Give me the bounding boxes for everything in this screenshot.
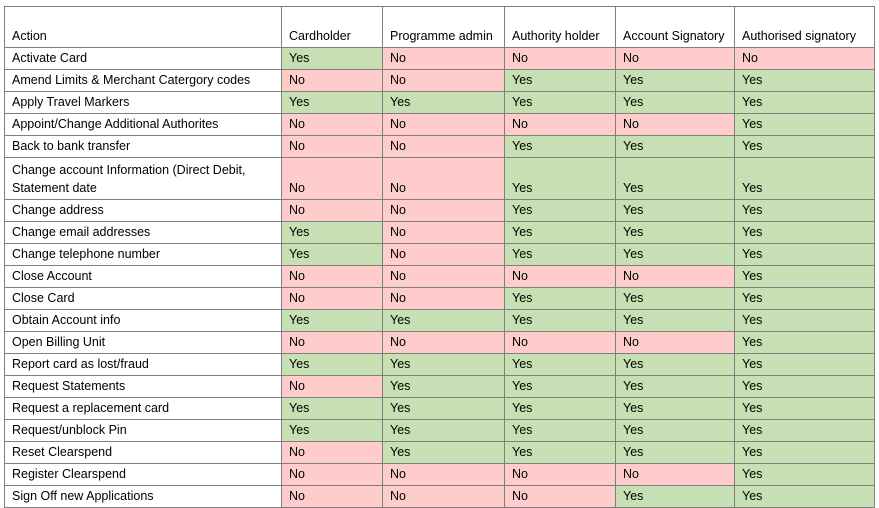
cardholder-permission-cell: No [282,332,383,354]
cardholder-permission-cell: No [282,200,383,222]
programme-admin-permission-cell: Yes [383,310,505,332]
action-cell: Obtain Account info [5,310,282,332]
account-signatory-permission-cell: Yes [616,398,735,420]
account-signatory-permission-cell: Yes [616,70,735,92]
action-cell: Close Account [5,266,282,288]
authorised-signatory-permission-cell: Yes [735,486,875,508]
table-row [5,70,875,92]
account-signatory-permission-cell: No [616,48,735,70]
action-cell: Open Billing Unit [5,332,282,354]
authority-holder-permission-cell: No [505,464,616,486]
account-signatory-permission-cell: No [616,114,735,136]
table-row [5,158,875,200]
table-body [5,48,875,508]
account-signatory-permission-cell: Yes [616,442,735,464]
cardholder-permission-cell: No [282,464,383,486]
authority-holder-permission-cell: Yes [505,288,616,310]
account-signatory-permission-cell: Yes [616,244,735,266]
cardholder-permission-cell: Yes [282,244,383,266]
authority-holder-permission-cell: Yes [505,442,616,464]
programme-admin-permission-cell: No [383,200,505,222]
authorised-signatory-permission-cell: Yes [735,114,875,136]
authorised-signatory-permission-cell: Yes [735,158,875,200]
action-cell: Change address [5,200,282,222]
column-header-action: Action [5,7,282,48]
action-cell: Report card as lost/fraud [5,354,282,376]
permissions-table [4,6,875,508]
programme-admin-permission-cell: Yes [383,442,505,464]
action-cell: Change email addresses [5,222,282,244]
authority-holder-permission-cell: No [505,114,616,136]
account-signatory-permission-cell: Yes [616,92,735,114]
column-header-authorised-signatory: Authorised signatory [735,7,875,48]
action-cell: Change telephone number [5,244,282,266]
account-signatory-permission-cell: Yes [616,200,735,222]
table-row [5,92,875,114]
programme-admin-permission-cell: No [383,158,505,200]
cardholder-permission-cell: Yes [282,48,383,70]
authority-holder-permission-cell: Yes [505,158,616,200]
table-row [5,136,875,158]
cardholder-permission-cell: No [282,158,383,200]
authorised-signatory-permission-cell: Yes [735,266,875,288]
authorised-signatory-permission-cell: Yes [735,200,875,222]
authority-holder-permission-cell: No [505,266,616,288]
authority-holder-permission-cell: No [505,486,616,508]
authorised-signatory-permission-cell: Yes [735,354,875,376]
authority-holder-permission-cell: Yes [505,310,616,332]
authority-holder-permission-cell: Yes [505,200,616,222]
table-row [5,222,875,244]
table-row [5,288,875,310]
table-row [5,114,875,136]
account-signatory-permission-cell: No [616,332,735,354]
action-cell: Change account Information (Direct Debit, Statement date [5,158,282,200]
account-signatory-permission-cell: Yes [616,288,735,310]
column-header-cardholder: Cardholder [282,7,383,48]
cardholder-permission-cell: No [282,486,383,508]
cardholder-permission-cell: No [282,266,383,288]
authority-holder-permission-cell: Yes [505,398,616,420]
authority-holder-permission-cell: Yes [505,222,616,244]
action-cell: Back to bank transfer [5,136,282,158]
programme-admin-permission-cell: No [383,48,505,70]
account-signatory-permission-cell: Yes [616,310,735,332]
authorised-signatory-permission-cell: Yes [735,332,875,354]
cardholder-permission-cell: Yes [282,310,383,332]
authorised-signatory-permission-cell: Yes [735,70,875,92]
authority-holder-permission-cell: Yes [505,70,616,92]
table-row [5,354,875,376]
table-row [5,266,875,288]
programme-admin-permission-cell: Yes [383,398,505,420]
action-cell: Request/unblock Pin [5,420,282,442]
programme-admin-permission-cell: No [383,266,505,288]
table-row [5,310,875,332]
cardholder-permission-cell: No [282,376,383,398]
authorised-signatory-permission-cell: Yes [735,222,875,244]
programme-admin-permission-cell: No [383,486,505,508]
account-signatory-permission-cell: Yes [616,354,735,376]
account-signatory-permission-cell: Yes [616,420,735,442]
permissions-table-container [4,6,875,508]
account-signatory-permission-cell: No [616,266,735,288]
authority-holder-permission-cell: Yes [505,420,616,442]
programme-admin-permission-cell: No [383,288,505,310]
programme-admin-permission-cell: Yes [383,92,505,114]
table-row [5,376,875,398]
action-cell: Register Clearspend [5,464,282,486]
cardholder-permission-cell: No [282,70,383,92]
authorised-signatory-permission-cell: Yes [735,398,875,420]
authorised-signatory-permission-cell: Yes [735,310,875,332]
action-cell: Close Card [5,288,282,310]
authority-holder-permission-cell: Yes [505,354,616,376]
programme-admin-permission-cell: Yes [383,376,505,398]
authorised-signatory-permission-cell: Yes [735,376,875,398]
table-row [5,200,875,222]
programme-admin-permission-cell: No [383,464,505,486]
cardholder-permission-cell: Yes [282,92,383,114]
authorised-signatory-permission-cell: Yes [735,464,875,486]
action-cell: Apply Travel Markers [5,92,282,114]
authority-holder-permission-cell: No [505,48,616,70]
cardholder-permission-cell: Yes [282,354,383,376]
account-signatory-permission-cell: Yes [616,222,735,244]
action-cell: Reset Clearspend [5,442,282,464]
authorised-signatory-permission-cell: No [735,48,875,70]
authorised-signatory-permission-cell: Yes [735,92,875,114]
authorised-signatory-permission-cell: Yes [735,288,875,310]
account-signatory-permission-cell: Yes [616,158,735,200]
action-cell: Amend Limits & Merchant Catergory codes [5,70,282,92]
cardholder-permission-cell: No [282,136,383,158]
cardholder-permission-cell: Yes [282,398,383,420]
table-row [5,48,875,70]
programme-admin-permission-cell: No [383,114,505,136]
account-signatory-permission-cell: Yes [616,136,735,158]
cardholder-permission-cell: Yes [282,222,383,244]
cardholder-permission-cell: No [282,442,383,464]
programme-admin-permission-cell: No [383,222,505,244]
authorised-signatory-permission-cell: Yes [735,244,875,266]
column-header-programme-admin: Programme admin [383,7,505,48]
action-cell: Activate Card [5,48,282,70]
cardholder-permission-cell: No [282,288,383,310]
programme-admin-permission-cell: No [383,244,505,266]
action-cell: Sign Off new Applications [5,486,282,508]
table-row [5,486,875,508]
authority-holder-permission-cell: Yes [505,92,616,114]
authority-holder-permission-cell: Yes [505,376,616,398]
action-cell: Request Statements [5,376,282,398]
programme-admin-permission-cell: No [383,70,505,92]
account-signatory-permission-cell: Yes [616,376,735,398]
account-signatory-permission-cell: Yes [616,486,735,508]
programme-admin-permission-cell: Yes [383,420,505,442]
table-row [5,420,875,442]
header-row [5,7,875,48]
column-header-account-signatory: Account Signatory [616,7,735,48]
action-cell: Appoint/Change Additional Authorites [5,114,282,136]
account-signatory-permission-cell: No [616,464,735,486]
authorised-signatory-permission-cell: Yes [735,442,875,464]
cardholder-permission-cell: Yes [282,420,383,442]
programme-admin-permission-cell: Yes [383,354,505,376]
authorised-signatory-permission-cell: Yes [735,136,875,158]
table-row [5,464,875,486]
table-row [5,332,875,354]
programme-admin-permission-cell: No [383,332,505,354]
table-row [5,442,875,464]
authorised-signatory-permission-cell: Yes [735,420,875,442]
authority-holder-permission-cell: No [505,332,616,354]
table-row [5,398,875,420]
action-cell: Request a replacement card [5,398,282,420]
authority-holder-permission-cell: Yes [505,244,616,266]
cardholder-permission-cell: No [282,114,383,136]
authority-holder-permission-cell: Yes [505,136,616,158]
table-row [5,244,875,266]
column-header-authority-holder: Authority holder [505,7,616,48]
programme-admin-permission-cell: No [383,136,505,158]
